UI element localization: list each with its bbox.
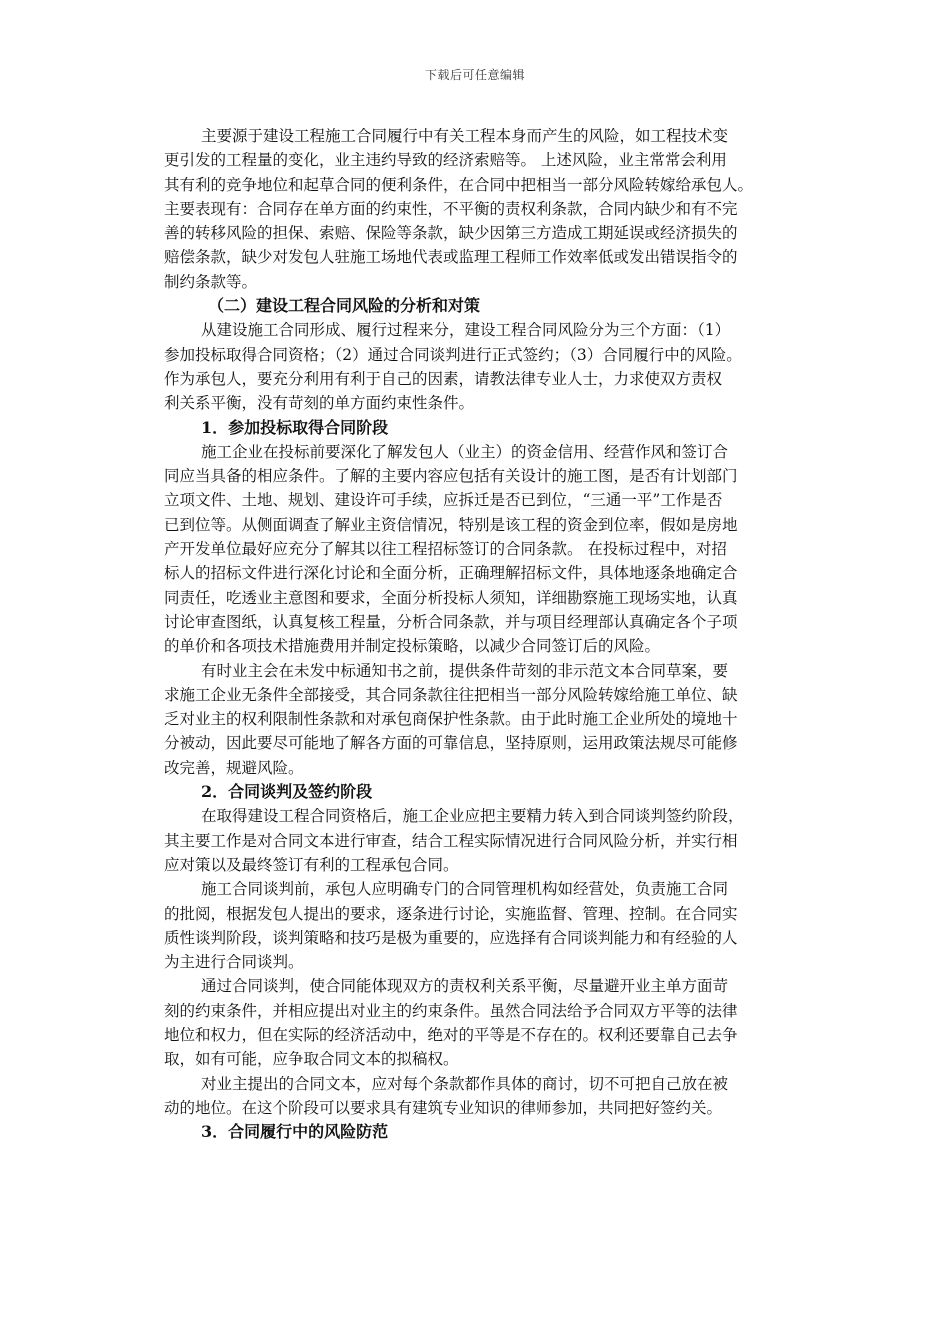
body-text-line: 讨论审查图纸，认真复核工程量，分析合同条款，并与项目经理部认真确定各个子项	[164, 612, 738, 631]
body-text-line: 动的地位。在这个阶段可以要求具有建筑专业知识的律师参加，共同把好签约关。	[164, 1098, 723, 1117]
page-header: 下载后可任意编辑	[424, 68, 525, 82]
body-text-line: 为主进行合同谈判。	[164, 953, 304, 972]
body-text-line: 立项文件、土地、规划、建设许可手续，应拆迁是否已到位，“三通一平”工作是否	[164, 491, 723, 510]
body-text-line: 应对策以及最终签订有利的工程承包合同。	[164, 855, 459, 874]
body-text-line: 更引发的工程量的变化，业主违约导致的经济索赔等。 上述风险，业主常常会利用	[164, 151, 727, 170]
body-text-line: 对业主提出的合同文本，应对每个条款都作具体的商讨，切不可把自己放在被	[201, 1074, 729, 1093]
body-text-line: 主要表现有：合同存在单方面的约束性，不平衡的责权利条款，合同内缺少和有不完	[164, 199, 738, 218]
section-heading: （二）建设工程合同风险的分析和对策	[208, 296, 481, 316]
body-text-line: 的单价和各项技术措施费用并制定投标策略，以减少合同签订后的风险。	[164, 637, 661, 656]
body-text-line: 求施工企业无条件全部接受，其合同条款往往把相当一部分风险转嫁给施工单位、缺	[164, 685, 738, 704]
body-text-line: 刻的约束条件，并相应提出对业主的约束条件。虽然合同法给予合同双方平等的法律	[164, 1001, 738, 1020]
body-text-line: 改完善，规避风险。	[164, 758, 304, 777]
body-text-line: 参加投标取得合同资格；（2）通过合同谈判进行正式签约；（3）合同履行中的风险。	[164, 345, 742, 364]
body-text-line: 制约条款等。	[164, 272, 258, 291]
body-text-line: 主要源于建设工程施工合同履行中有关工程本身而产生的风险，如工程技术变	[201, 127, 729, 145]
body-text-line: 已到位等。从侧面调查了解业主资信情况，特别是该工程的资金到位率，假如是房地	[164, 515, 738, 534]
body-text-line: 同责任，吃透业主意图和要求，全面分析投标人须知，详细勘察施工现场实地，认真	[164, 588, 738, 607]
body-text-line: 其主要工作是对合同文本进行审查，结合工程实际情况进行合同风险分析，并实行相	[164, 831, 738, 850]
body-text-line: 通过合同谈判，使合同能体现双方的责权利关系平衡，尽量避开业主单方面苛	[201, 977, 729, 996]
body-text-line: 乏对业主的权利限制性条款和对承包商保护性条款。由于此时施工企业所处的境地十	[164, 710, 738, 729]
body-text-line: 作为承包人，要充分利用有利于自己的因素，请教法律专业人士，力求使双方责权	[164, 369, 723, 388]
body-text-line: 在取得建设工程合同资格后，施工企业应把主要精力转入到合同谈判签约阶段，	[201, 807, 744, 826]
section-heading: 3．合同履行中的风险防范	[201, 1122, 389, 1142]
section-heading: 2．合同谈判及签约阶段	[201, 782, 373, 802]
body-text-line: 其有利的竞争地位和起草合同的便利条件，在合同中把相当一部分风险转嫁给承包人。	[164, 175, 754, 194]
body-text-line: 取，如有可能，应争取合同文本的拟稿权。	[164, 1050, 459, 1069]
document-body	[164, 124, 796, 1144]
body-text-line: 施工企业在投标前要深化了解发包人（业主）的资金信用、经营作风和签订合	[201, 442, 729, 461]
body-text-line: 标人的招标文件进行深化讨论和全面分析，正确理解招标文件，具体地逐条地确定合	[164, 564, 738, 583]
body-text-line: 同应当具备的相应条件。了解的主要内容应包括有关设计的施工图，是否有计划部门	[164, 467, 738, 486]
body-text-line: 的批阅，根据发包人提出的要求，逐条进行讨论，实施监督、管理、控制。在合同实	[164, 904, 738, 923]
body-text-line: 利关系平衡，没有苛刻的单方面约束性条件。	[164, 394, 475, 413]
body-text-line: 有时业主会在未发中标通知书之前，提供条件苛刻的非示范文本合同草案，要	[201, 661, 729, 680]
body-text-line: 分被动，因此要尽可能地了解各方面的可靠信息，坚持原则，运用政策法规尽可能修	[164, 734, 738, 753]
body-text-line: 善的转移风险的担保、索赔、保险等条款，缺少因第三方造成工期延误或经济损失的	[164, 224, 738, 243]
section-heading: 1．参加投标取得合同阶段	[201, 417, 389, 437]
body-text-line: 质性谈判阶段，谈判策略和技巧是极为重要的，应选择有合同谈判能力和有经验的人	[164, 928, 738, 947]
body-text-line: 产开发单位最好应充分了解其以往工程招标签订的合同条款。 在投标过程中，对招	[164, 540, 727, 559]
body-text-line: 赔偿条款，缺少对发包人驻施工场地代表或监理工程师工作效率低或发出错误指令的	[164, 248, 738, 267]
body-text-line: 地位和权力，但在实际的经济活动中，绝对的平等是不存在的。权利还要靠自己去争	[164, 1025, 738, 1044]
body-text-line: 施工合同谈判前，承包人应明确专门的合同管理机构如经营处，负责施工合同	[201, 880, 729, 899]
body-text-line: 从建设施工合同形成、履行过程来分，建设工程合同风险分为三个方面：（1）	[201, 321, 731, 340]
